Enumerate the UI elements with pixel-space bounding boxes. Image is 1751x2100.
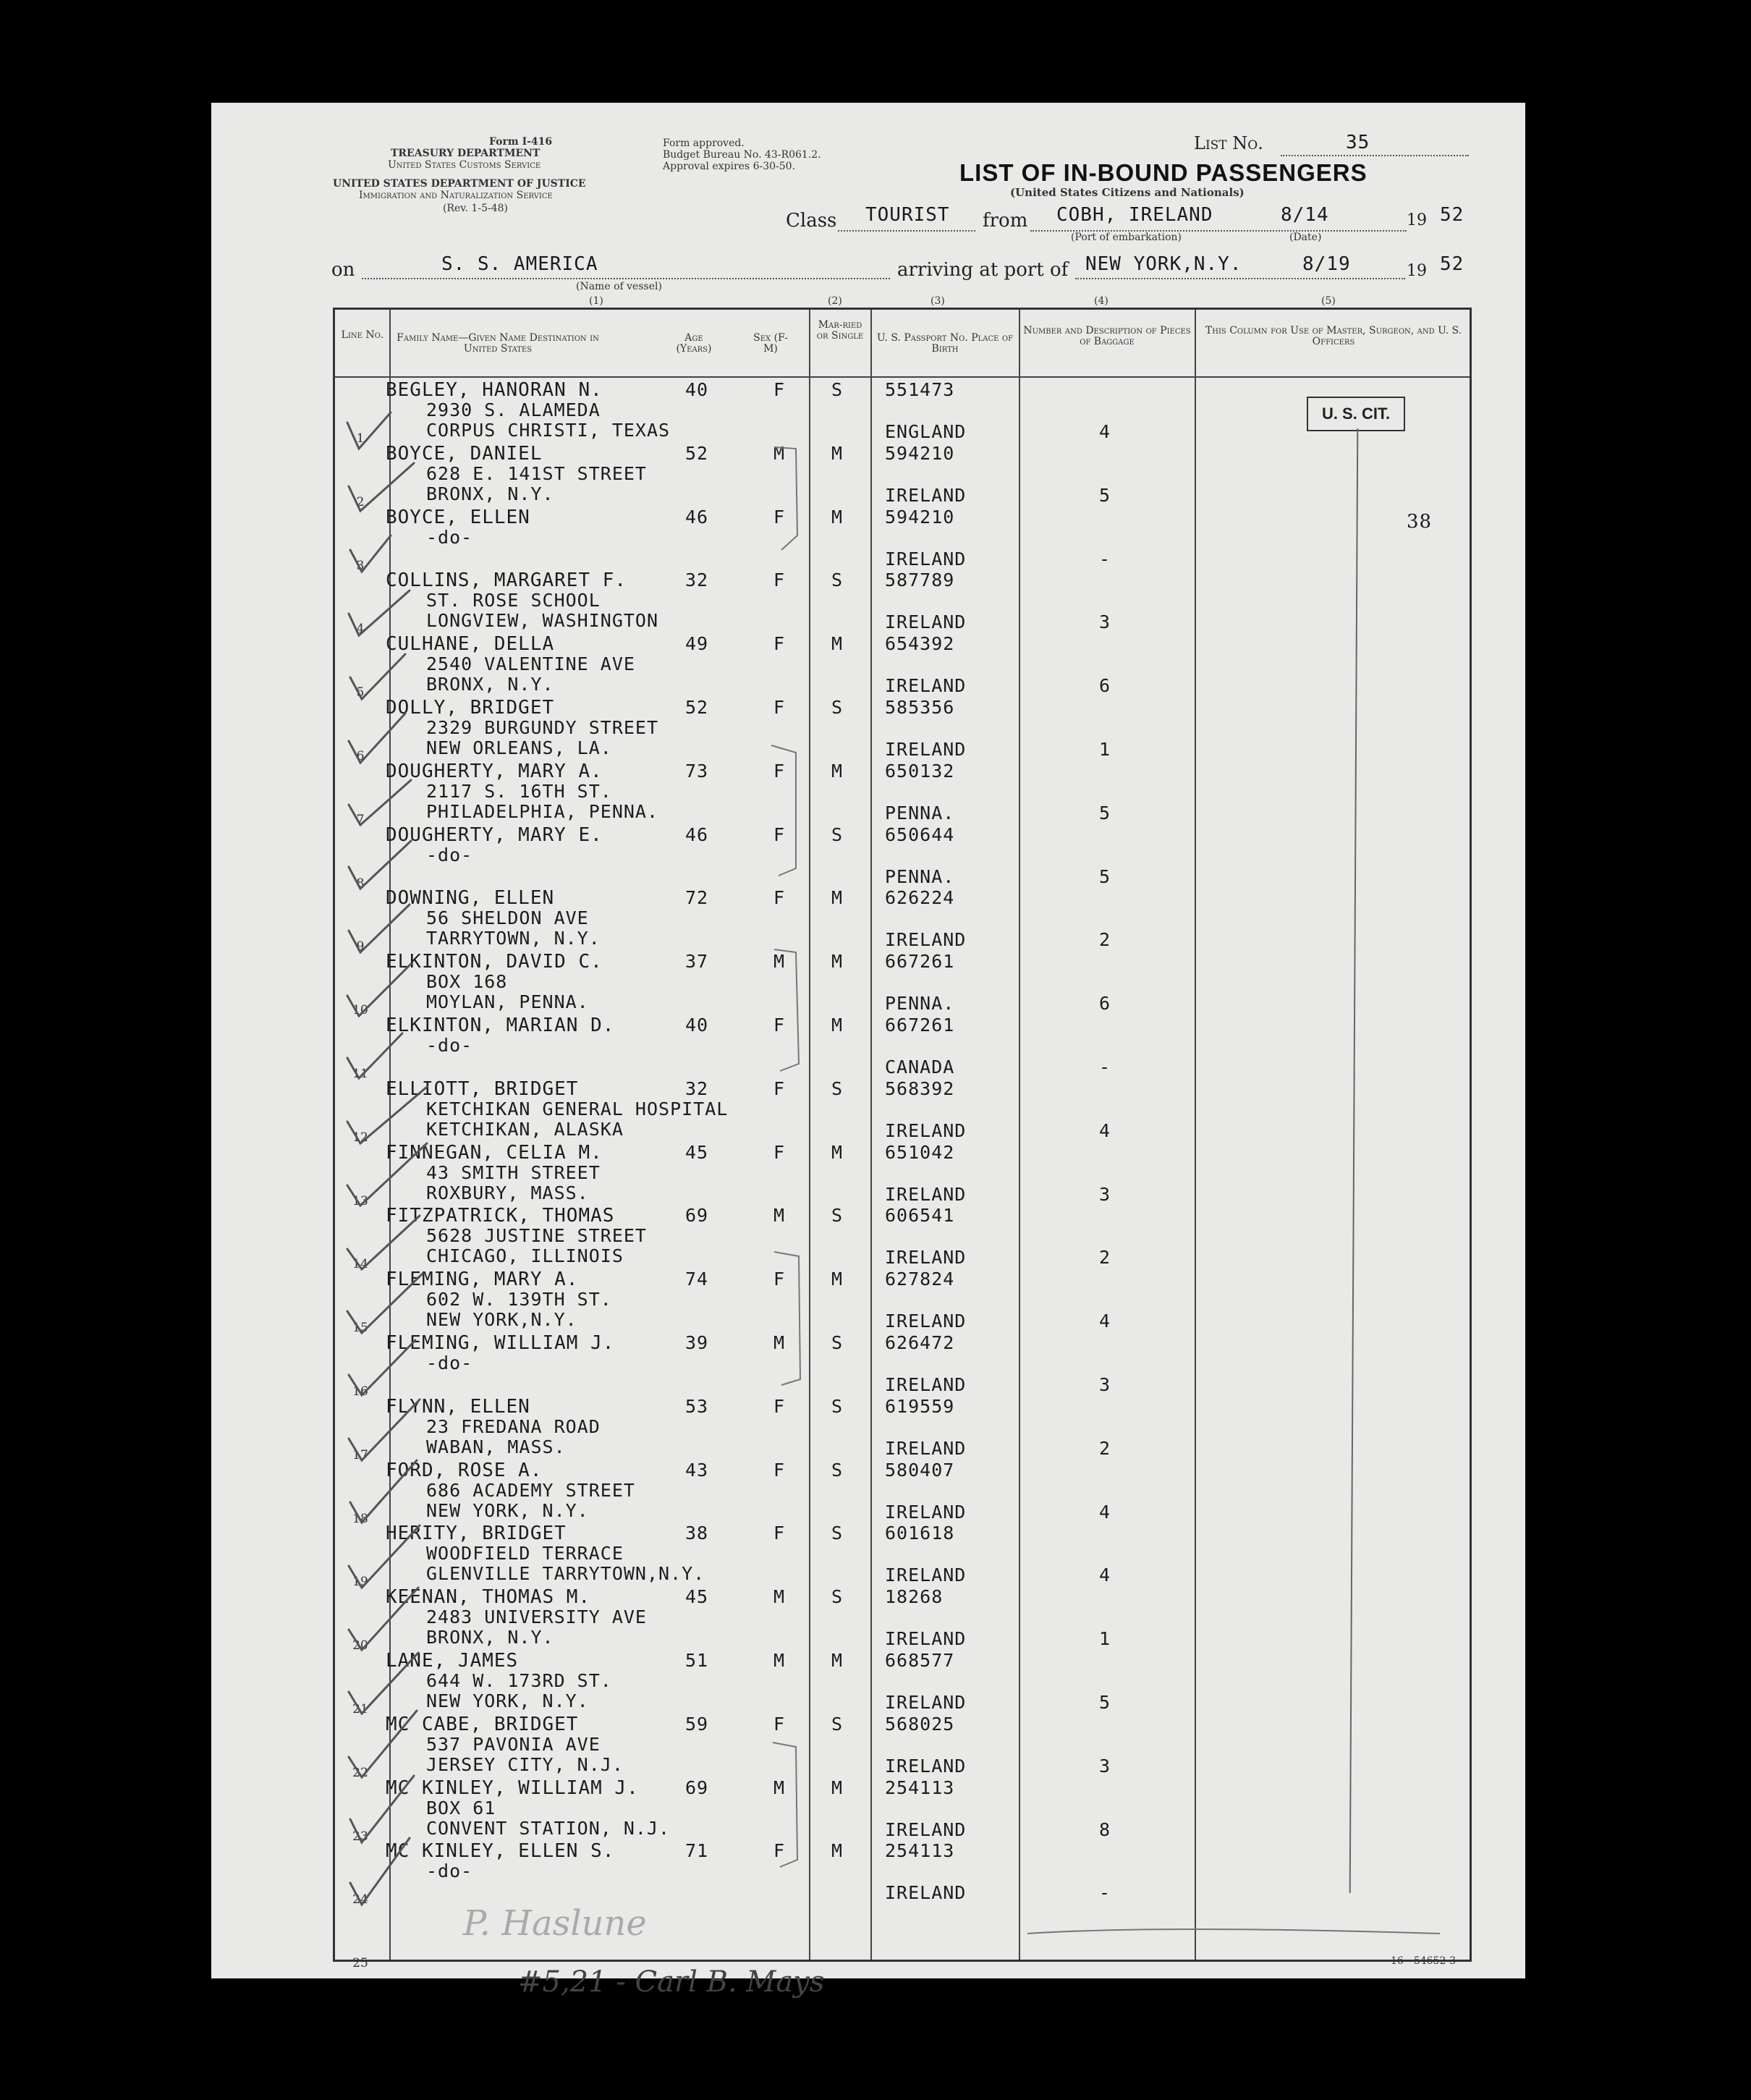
passenger-name: ELKINTON, MARIAN D. bbox=[386, 1015, 615, 1036]
passenger-address-1: 43 SMITH STREET bbox=[426, 1161, 601, 1183]
line-number: 9 bbox=[356, 939, 365, 954]
baggage-count: 3 bbox=[1099, 611, 1111, 633]
passenger-name: FLYNN, ELLEN bbox=[386, 1395, 530, 1418]
passenger-address-1: 602 W. 139TH ST. bbox=[426, 1289, 612, 1311]
baggage-count: 4 bbox=[1099, 1119, 1111, 1141]
passenger-name: MC KINLEY, WILLIAM J. bbox=[386, 1777, 639, 1799]
passenger-sex: F bbox=[773, 506, 786, 528]
passenger-address-2: CONVENT STATION, N.J. bbox=[426, 1817, 671, 1839]
col-num-2: (2) bbox=[828, 295, 842, 307]
passenger-sex: M bbox=[773, 1586, 786, 1608]
passport-number: 650644 bbox=[885, 824, 955, 845]
line-number: 1 bbox=[356, 431, 365, 446]
line-number: 7 bbox=[356, 812, 365, 827]
arriving-label: arriving at port of bbox=[897, 259, 1069, 281]
from-date: 8/14 bbox=[1281, 204, 1329, 226]
passenger-marital-status: M bbox=[831, 1840, 844, 1862]
passenger-age: 45 bbox=[685, 1141, 709, 1163]
passenger-age: 51 bbox=[685, 1650, 709, 1671]
passenger-sex: F bbox=[773, 1077, 786, 1099]
page-subtitle: (United States Citizens and Nationals) bbox=[1010, 186, 1245, 199]
passenger-name: ELLIOTT, BRIDGET bbox=[386, 1077, 579, 1100]
passport-number: 667261 bbox=[885, 1015, 955, 1036]
year-prefix-2: 19 bbox=[1407, 262, 1427, 280]
line-number: 13 bbox=[352, 1193, 368, 1208]
baggage-count: 8 bbox=[1099, 1819, 1111, 1840]
line-number: 23 bbox=[352, 1829, 368, 1844]
passenger-age: 37 bbox=[685, 951, 709, 973]
passenger-marital-status: M bbox=[831, 1269, 844, 1290]
baggage-count: 5 bbox=[1099, 484, 1111, 506]
passport-number: 594210 bbox=[885, 442, 955, 464]
passenger-address-2: TARRYTOWN, N.Y. bbox=[426, 928, 601, 949]
birth-place: IRELAND bbox=[885, 675, 967, 697]
line-number: 18 bbox=[352, 1511, 368, 1526]
passenger-age: 59 bbox=[685, 1713, 709, 1735]
passenger-sex: M bbox=[773, 951, 786, 973]
passenger-name: FLEMING, MARY A. bbox=[386, 1269, 579, 1291]
baggage-count: - bbox=[1099, 548, 1111, 570]
birth-place: IRELAND bbox=[885, 1374, 967, 1395]
baggage-count: 3 bbox=[1099, 1755, 1111, 1777]
birth-place: ENGLAND bbox=[885, 421, 967, 442]
birth-place: PENNA. bbox=[885, 802, 955, 824]
passport-number: 606541 bbox=[885, 1205, 955, 1227]
birth-place: IRELAND bbox=[885, 1565, 967, 1586]
passenger-name: DOUGHERTY, MARY E. bbox=[386, 824, 603, 846]
passenger-address-1: 56 SHELDON AVE bbox=[426, 907, 589, 929]
passenger-age: 73 bbox=[685, 760, 709, 782]
baggage-count: 4 bbox=[1099, 1565, 1111, 1586]
passenger-marital-status: S bbox=[831, 1713, 844, 1735]
line-number: 17 bbox=[352, 1447, 368, 1462]
passport-number: 667261 bbox=[885, 951, 955, 973]
baggage-count: 3 bbox=[1099, 1374, 1111, 1395]
passenger-age: 72 bbox=[685, 887, 709, 909]
passenger-name: BOYCE, DANIEL bbox=[386, 442, 543, 465]
passenger-marital-status: S bbox=[831, 379, 844, 400]
passenger-name: COLLINS, MARGARET F. bbox=[386, 570, 627, 592]
passenger-age: 46 bbox=[685, 506, 709, 528]
us-citizen-stamp: U. S. CIT. bbox=[1307, 397, 1405, 431]
baggage-count: - bbox=[1099, 1882, 1111, 1904]
passport-number: 551473 bbox=[885, 379, 955, 400]
passenger-address-1: BOX 61 bbox=[426, 1797, 496, 1819]
passenger-address-1: 2540 VALENTINE AVE bbox=[426, 653, 635, 675]
passenger-sex: F bbox=[773, 1015, 786, 1036]
passenger-name: ELKINTON, DAVID C. bbox=[386, 951, 603, 973]
birth-place: IRELAND bbox=[885, 1183, 967, 1205]
passenger-age: 52 bbox=[685, 442, 709, 464]
birth-place: PENNA. bbox=[885, 993, 955, 1015]
passenger-address-1: 2930 S. ALAMEDA bbox=[426, 399, 601, 420]
passenger-marital-status: M bbox=[831, 1777, 844, 1798]
passenger-marital-status: S bbox=[831, 1332, 844, 1353]
arrival-line bbox=[1075, 278, 1405, 279]
birth-place: IRELAND bbox=[885, 548, 967, 570]
passport-number: 627824 bbox=[885, 1269, 955, 1290]
passenger-sex: F bbox=[773, 1269, 786, 1290]
handwritten-signature: P. Haslune bbox=[463, 1903, 647, 1944]
class-line bbox=[838, 230, 975, 232]
passenger-age: 43 bbox=[685, 1459, 709, 1481]
col-num-3: (3) bbox=[930, 295, 945, 307]
passenger-name: BOYCE, ELLEN bbox=[386, 506, 530, 528]
passenger-marital-status: M bbox=[831, 760, 844, 782]
passenger-age: 69 bbox=[685, 1205, 709, 1227]
passenger-sex: F bbox=[773, 1523, 786, 1544]
line-number: 8 bbox=[356, 876, 365, 891]
passenger-address-2: NEW YORK, N.Y. bbox=[426, 1690, 589, 1711]
baggage-count: 6 bbox=[1099, 993, 1111, 1015]
passenger-sex: F bbox=[773, 1395, 786, 1417]
passport-number: 601618 bbox=[885, 1523, 955, 1544]
passenger-marital-status: M bbox=[831, 633, 844, 655]
passenger-address-1: 23 FREDANA ROAD bbox=[426, 1415, 601, 1437]
passenger-address-2: KETCHIKAN, ALASKA bbox=[426, 1118, 624, 1140]
passport-number: 254113 bbox=[885, 1840, 955, 1862]
passport-number: 619559 bbox=[885, 1395, 955, 1417]
passenger-table bbox=[333, 308, 1472, 1971]
line-number: 2 bbox=[356, 494, 365, 509]
baggage-count: 5 bbox=[1099, 865, 1111, 887]
passenger-age: 40 bbox=[685, 379, 709, 400]
passenger-marital-status: S bbox=[831, 697, 844, 718]
passenger-address-1: WOODFIELD TERRACE bbox=[426, 1543, 624, 1565]
passenger-marital-status: S bbox=[831, 1077, 844, 1099]
passenger-sex: F bbox=[773, 1141, 786, 1163]
passenger-address-1: 644 W. 173RD ST. bbox=[426, 1670, 612, 1691]
passport-number: 580407 bbox=[885, 1459, 955, 1481]
baggage-count: 4 bbox=[1099, 1311, 1111, 1332]
header-officers: This Column for Use of Master, Surgeon, and U. S. Officers bbox=[1205, 325, 1462, 347]
passenger-age: 32 bbox=[685, 570, 709, 591]
passenger-name: BEGLEY, HANORAN N. bbox=[386, 379, 603, 401]
passenger-name: CULHANE, DELLA bbox=[386, 633, 555, 656]
passport-number: 668577 bbox=[885, 1650, 955, 1671]
passenger-name: HERITY, BRIDGET bbox=[386, 1523, 567, 1545]
passport-number: 254113 bbox=[885, 1777, 955, 1798]
passport-number: 587789 bbox=[885, 570, 955, 591]
list-no-value: 35 bbox=[1346, 132, 1370, 153]
passenger-marital-status: S bbox=[831, 1523, 844, 1544]
class-value: TOURIST bbox=[865, 204, 950, 226]
header-sex: Sex (F-M) bbox=[753, 332, 788, 355]
header-age: Age (Years) bbox=[676, 332, 712, 355]
passenger-sex: F bbox=[773, 1459, 786, 1481]
passenger-address-1: 2329 BURGUNDY STREET bbox=[426, 717, 659, 738]
line-number: 15 bbox=[352, 1321, 368, 1336]
baggage-count: 4 bbox=[1099, 421, 1111, 442]
birth-place: IRELAND bbox=[885, 739, 967, 760]
line-number: 24 bbox=[352, 1892, 368, 1908]
passenger-marital-status: M bbox=[831, 887, 844, 909]
passenger-age: 46 bbox=[685, 824, 709, 845]
list-no-label: List No. bbox=[1194, 133, 1263, 153]
passenger-sex: M bbox=[773, 1777, 786, 1798]
passenger-age: 32 bbox=[685, 1077, 709, 1099]
form-dept-justice: UNITED STATES DEPARTMENT OF JUSTICE bbox=[333, 178, 586, 190]
birth-place: IRELAND bbox=[885, 1311, 967, 1332]
passenger-address-2: GLENVILLE TARRYTOWN,N.Y. bbox=[426, 1563, 705, 1585]
birth-place: PENNA. bbox=[885, 865, 955, 887]
passport-number: 651042 bbox=[885, 1141, 955, 1163]
passenger-address-2: BRONX, N.Y. bbox=[426, 483, 554, 504]
passenger-address-2: MOYLAN, PENNA. bbox=[426, 991, 589, 1013]
passenger-address-1: -do- bbox=[426, 844, 473, 865]
passenger-address-1: 5628 JUSTINE STREET bbox=[426, 1225, 647, 1247]
line-number: 10 bbox=[352, 1003, 368, 1018]
header-line-no: Line No. bbox=[341, 329, 384, 341]
header-passport: U. S. Passport No. Place of Birth bbox=[876, 332, 1014, 355]
baggage-count: - bbox=[1099, 1057, 1111, 1077]
col-num-4: (4) bbox=[1094, 295, 1108, 307]
passenger-marital-status: S bbox=[831, 1459, 844, 1481]
form-dept-treasury: TREASURY DEPARTMENT bbox=[391, 148, 540, 159]
header-name: Family Name—Given Name Destination in United States bbox=[397, 332, 599, 355]
birth-place: IRELAND bbox=[885, 1501, 967, 1523]
baggage-count: 2 bbox=[1099, 1437, 1111, 1459]
passenger-address-1: -do- bbox=[426, 1860, 473, 1882]
passenger-address-2: NEW YORK, N.Y. bbox=[426, 1499, 589, 1521]
passport-number: 654392 bbox=[885, 633, 955, 655]
arrival-date: 8/19 bbox=[1302, 253, 1351, 275]
passenger-address-1: 2117 S. 16TH ST. bbox=[426, 780, 612, 802]
passenger-age: 52 bbox=[685, 697, 709, 718]
passenger-name: FITZPATRICK, THOMAS bbox=[386, 1205, 615, 1227]
birth-place: IRELAND bbox=[885, 1882, 967, 1904]
birth-place: IRELAND bbox=[885, 1692, 967, 1713]
passenger-age: 53 bbox=[685, 1395, 709, 1417]
vessel-name: S. S. AMERICA bbox=[441, 253, 598, 275]
passenger-marital-status: S bbox=[831, 570, 844, 591]
line-number: 25 bbox=[352, 1956, 368, 1971]
passenger-address-2: WABAN, MASS. bbox=[426, 1436, 566, 1457]
passenger-sex: F bbox=[773, 697, 786, 718]
handwritten-note: #5,21 - Carl B. Mays bbox=[518, 1965, 825, 1999]
passport-number: 626224 bbox=[885, 887, 955, 909]
birth-place: IRELAND bbox=[885, 611, 967, 633]
line-number: 20 bbox=[352, 1638, 368, 1654]
class-label: Class bbox=[786, 210, 837, 232]
vessel-caption: (Name of vessel) bbox=[576, 281, 662, 292]
from-port: COBH, IRELAND bbox=[1056, 204, 1213, 226]
birth-place: IRELAND bbox=[885, 1819, 967, 1840]
approval-line-3: Approval expires 6-30-50. bbox=[663, 161, 796, 172]
passenger-address-2: PHILADELPHIA, PENNA. bbox=[426, 800, 659, 822]
passenger-address-1: -do- bbox=[426, 526, 473, 548]
arrival-port: NEW YORK,N.Y. bbox=[1085, 253, 1242, 275]
passenger-sex: M bbox=[773, 1205, 786, 1227]
passenger-name: MC KINLEY, ELLEN S. bbox=[386, 1840, 615, 1863]
birth-place: IRELAND bbox=[885, 1437, 967, 1459]
page-title: LIST OF IN-BOUND PASSENGERS bbox=[959, 159, 1368, 186]
passenger-marital-status: S bbox=[831, 1395, 844, 1417]
line-number: 4 bbox=[356, 622, 365, 637]
line-number: 11 bbox=[352, 1067, 368, 1081]
passenger-marital-status: M bbox=[831, 1141, 844, 1163]
passenger-address-2: NEW YORK,N.Y. bbox=[426, 1309, 577, 1331]
form-number: Form I-416 bbox=[489, 136, 553, 148]
line-number: 6 bbox=[356, 749, 365, 763]
passenger-address-2: CORPUS CHRISTI, TEXAS bbox=[426, 420, 671, 441]
passenger-sex: M bbox=[773, 1650, 786, 1671]
passenger-age: 40 bbox=[685, 1015, 709, 1036]
passenger-marital-status: M bbox=[831, 1650, 844, 1671]
passenger-sex: F bbox=[773, 570, 786, 591]
baggage-count: 5 bbox=[1099, 802, 1111, 824]
passenger-marital-status: M bbox=[831, 951, 844, 973]
passenger-name: MC CABE, BRIDGET bbox=[386, 1713, 579, 1735]
passenger-age: 74 bbox=[685, 1269, 709, 1290]
passenger-age: 38 bbox=[685, 1523, 709, 1544]
passenger-sex: F bbox=[773, 1713, 786, 1735]
passenger-age: 49 bbox=[685, 633, 709, 655]
line-number: 3 bbox=[356, 558, 365, 573]
passport-number: 568392 bbox=[885, 1077, 955, 1099]
passenger-address-1: BOX 168 bbox=[426, 971, 508, 993]
baggage-count: 1 bbox=[1099, 1628, 1111, 1650]
passenger-age: 39 bbox=[685, 1332, 709, 1353]
birth-place: IRELAND bbox=[885, 929, 967, 951]
passenger-sex: F bbox=[773, 379, 786, 400]
passport-number: 650132 bbox=[885, 760, 955, 782]
passenger-address-2: ROXBURY, MASS. bbox=[426, 1182, 589, 1203]
passenger-address-1: -do- bbox=[426, 1035, 473, 1056]
form-revision: (Rev. 1-5-48) bbox=[443, 203, 508, 214]
passenger-sex: F bbox=[773, 760, 786, 782]
col-num-5: (5) bbox=[1321, 295, 1336, 307]
passenger-name: FINNEGAN, CELIA M. bbox=[386, 1141, 603, 1164]
passenger-marital-status: S bbox=[831, 1586, 844, 1608]
birth-place: IRELAND bbox=[885, 1119, 967, 1141]
line-number: 16 bbox=[352, 1384, 368, 1399]
passenger-age: 69 bbox=[685, 1777, 709, 1798]
passenger-name: FLEMING, WILLIAM J. bbox=[386, 1332, 615, 1354]
birth-place: IRELAND bbox=[885, 1755, 967, 1777]
passenger-name: LANE, JAMES bbox=[386, 1650, 519, 1672]
passenger-sex: F bbox=[773, 824, 786, 845]
header-married: Mar-ried or Single bbox=[816, 319, 864, 342]
baggage-count: 2 bbox=[1099, 929, 1111, 951]
birth-place: IRELAND bbox=[885, 1247, 967, 1269]
passenger-address-1: 2483 UNIVERSITY AVE bbox=[426, 1606, 647, 1628]
passenger-marital-status: M bbox=[831, 1015, 844, 1036]
passenger-marital-status: S bbox=[831, 824, 844, 845]
line-number: 19 bbox=[352, 1575, 368, 1590]
form-dept-immigration: Immigration and Naturalization Service bbox=[359, 190, 553, 201]
passport-number: 594210 bbox=[885, 506, 955, 528]
passenger-age: 45 bbox=[685, 1586, 709, 1608]
passenger-age: 71 bbox=[685, 1840, 709, 1862]
from-label: from bbox=[983, 210, 1028, 232]
passenger-address-2: BRONX, N.Y. bbox=[426, 674, 554, 695]
line-number: 14 bbox=[352, 1257, 368, 1272]
passenger-marital-status: M bbox=[831, 442, 844, 464]
list-no-line bbox=[1281, 155, 1469, 156]
passport-number: 626472 bbox=[885, 1332, 955, 1353]
passenger-marital-status: S bbox=[831, 1205, 844, 1227]
passenger-sex: M bbox=[773, 442, 786, 464]
line-number: 5 bbox=[356, 685, 365, 700]
passenger-address-2: NEW ORLEANS, LA. bbox=[426, 737, 612, 758]
year-1: 52 bbox=[1440, 204, 1464, 226]
side-number: 38 bbox=[1407, 511, 1433, 533]
approval-line-2: Budget Bureau No. 43-R061.2. bbox=[663, 149, 821, 161]
passenger-address-2: JERSEY CITY, N.J. bbox=[426, 1753, 624, 1775]
vessel-line bbox=[362, 278, 890, 279]
approval-line-1: Form approved. bbox=[663, 137, 745, 149]
line-number: 12 bbox=[352, 1130, 368, 1145]
port-embarkation-caption: (Port of embarkation) bbox=[1071, 232, 1182, 243]
line-number: 21 bbox=[352, 1702, 368, 1716]
passenger-name: FORD, ROSE A. bbox=[386, 1459, 543, 1481]
passenger-sex: F bbox=[773, 633, 786, 655]
baggage-count: 5 bbox=[1099, 1692, 1111, 1713]
passenger-sex: M bbox=[773, 1332, 786, 1353]
passenger-sex: F bbox=[773, 1840, 786, 1862]
birth-place: IRELAND bbox=[885, 484, 967, 506]
passenger-address-1: ST. ROSE SCHOOL bbox=[426, 590, 601, 611]
passenger-address-1: KETCHIKAN GENERAL HOSPITAL bbox=[426, 1098, 729, 1119]
birth-place: IRELAND bbox=[885, 1628, 967, 1650]
date-caption-1: (Date) bbox=[1289, 232, 1322, 243]
line-number: 22 bbox=[352, 1765, 368, 1780]
year-2: 52 bbox=[1440, 253, 1464, 275]
baggage-count: 4 bbox=[1099, 1501, 1111, 1523]
passenger-address-1: 628 E. 141ST STREET bbox=[426, 462, 647, 484]
baggage-count: 2 bbox=[1099, 1247, 1111, 1269]
on-label: on bbox=[331, 259, 355, 281]
year-prefix-1: 19 bbox=[1407, 211, 1427, 229]
passenger-address-1: 537 PAVONIA AVE bbox=[426, 1733, 601, 1755]
col-num-1: (1) bbox=[589, 295, 603, 307]
baggage-count: 1 bbox=[1099, 739, 1111, 760]
passenger-address-2: LONGVIEW, WASHINGTON bbox=[426, 610, 659, 632]
passenger-name: KEENAN, THOMAS M. bbox=[386, 1586, 591, 1609]
passenger-sex: F bbox=[773, 887, 786, 909]
birth-place: CANADA bbox=[885, 1057, 955, 1077]
passenger-address-2: BRONX, N.Y. bbox=[426, 1627, 554, 1648]
passenger-address-2: CHICAGO, ILLINOIS bbox=[426, 1245, 624, 1267]
passenger-marital-status: M bbox=[831, 506, 844, 528]
passenger-name: DOUGHERTY, MARY A. bbox=[386, 760, 603, 782]
header-baggage: Number and Description of Pieces of Baggage bbox=[1023, 325, 1191, 347]
passenger-address-1: 686 ACADEMY STREET bbox=[426, 1479, 635, 1501]
passport-number: 585356 bbox=[885, 697, 955, 718]
baggage-count: 3 bbox=[1099, 1183, 1111, 1205]
passport-number: 18268 bbox=[885, 1586, 944, 1608]
baggage-count: 6 bbox=[1099, 675, 1111, 697]
passenger-name: DOWNING, ELLEN bbox=[386, 887, 555, 910]
passport-number: 568025 bbox=[885, 1713, 955, 1735]
passenger-address-1: -do- bbox=[426, 1352, 473, 1373]
form-dept-customs: United States Customs Service bbox=[388, 159, 541, 171]
footer-code: 16—54652-3 bbox=[1391, 1955, 1456, 1967]
passenger-name: DOLLY, BRIDGET bbox=[386, 697, 555, 719]
